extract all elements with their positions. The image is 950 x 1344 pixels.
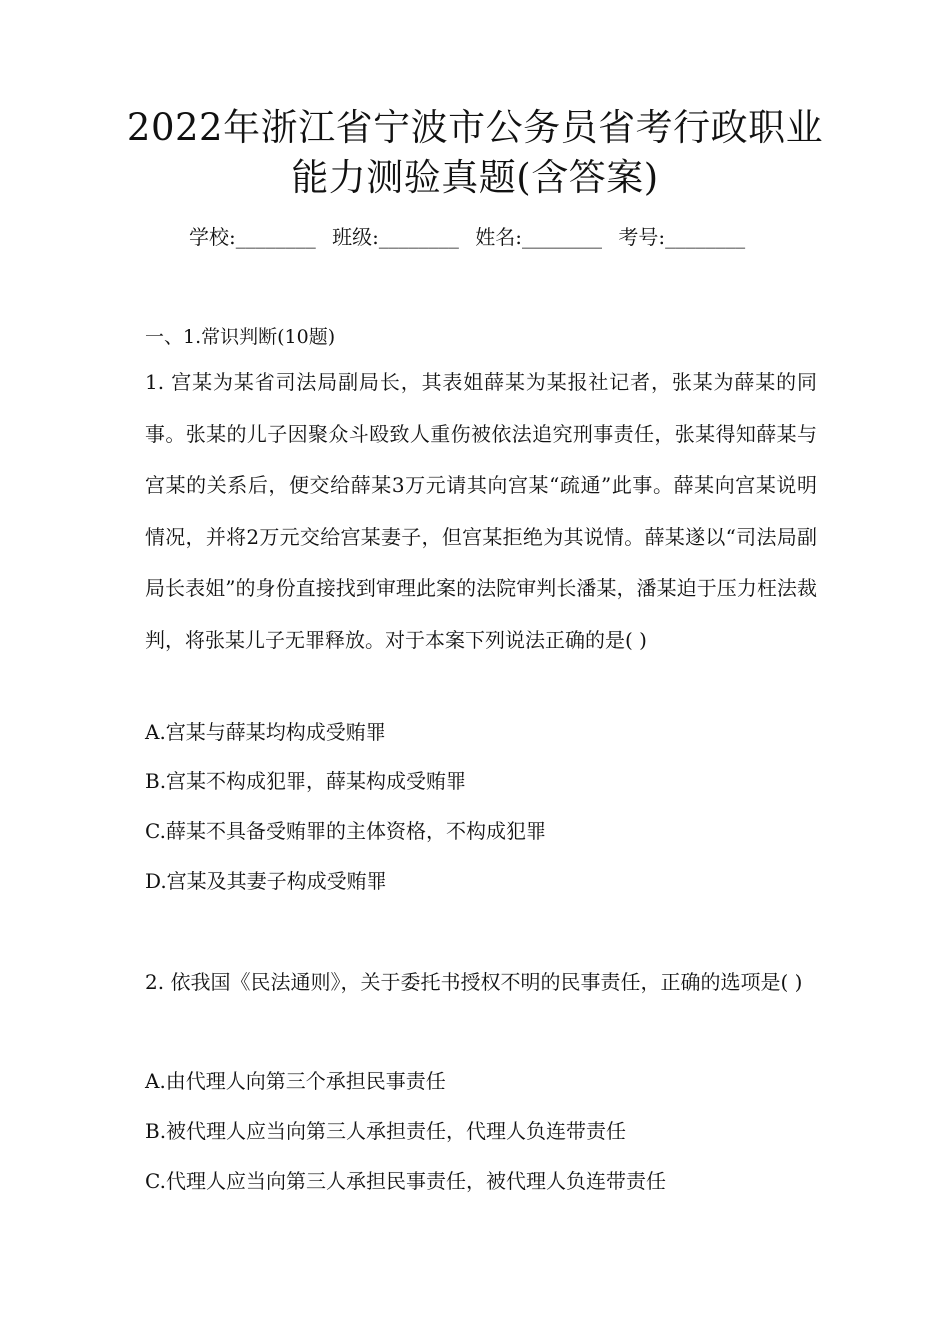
question-1-option-d: D.宫某及其妻子构成受贿罪 — [145, 869, 387, 893]
question-1-option-c: C.薛某不具备受贿罪的主体资格，不构成犯罪 — [145, 819, 546, 843]
question-1-option-a: A.宫某与薛某均构成受贿罪 — [145, 720, 386, 744]
question-1-stem: 1. 宫某为某省司法局副局长，其表姐薛某为某报社记者，张某为薛某的同事。张某的儿子因聚众斗殴致人重伤被依法追究刑事责任，张某得知薛某与宫某的关系后，便交给薛某3万元请其向宫某“疏通”此事。薛某向宫某说明情况，并将2万元交给宫某妻子，但宫某拒绝为其说情。薛某遂以“司法局副局长表姐”的身份直接找到审理此案的法院审判长潘某，潘某迫于压力枉法裁判，将张某儿子无罪释放。对于本案下列说法正确的是( ) — [145, 370, 817, 652]
question-2-stem: 2. 依我国《民法通则》，关于委托书授权不明的民事责任，正确的选项是( ) — [145, 970, 803, 994]
question-1-option-b: B.宫某不构成犯罪，薛某构成受贿罪 — [145, 769, 467, 793]
question-2-option-a: A.由代理人向第三个承担民事责任 — [145, 1069, 446, 1093]
question-2-option-c: C.代理人应当向第三人承担民事责任，被代理人负连带责任 — [145, 1169, 666, 1193]
page-title-line-2: 能力测验真题(含答案) — [291, 156, 659, 199]
student-info-row — [189, 224, 789, 250]
school-field: 学校:________ — [189, 225, 316, 249]
section-heading: 一、1.常识判断(10题) — [145, 326, 336, 348]
exam-number-field: 考号:________ — [618, 225, 746, 249]
class-field: 班级:________ — [332, 225, 459, 249]
question-2-option-b: B.被代理人应当向第三人承担责任，代理人负连带责任 — [145, 1119, 627, 1143]
page-title-line-1: 2022年浙江省宁波市公务员省考行政职业 — [126, 106, 824, 149]
name-field: 姓名:________ — [475, 225, 602, 249]
